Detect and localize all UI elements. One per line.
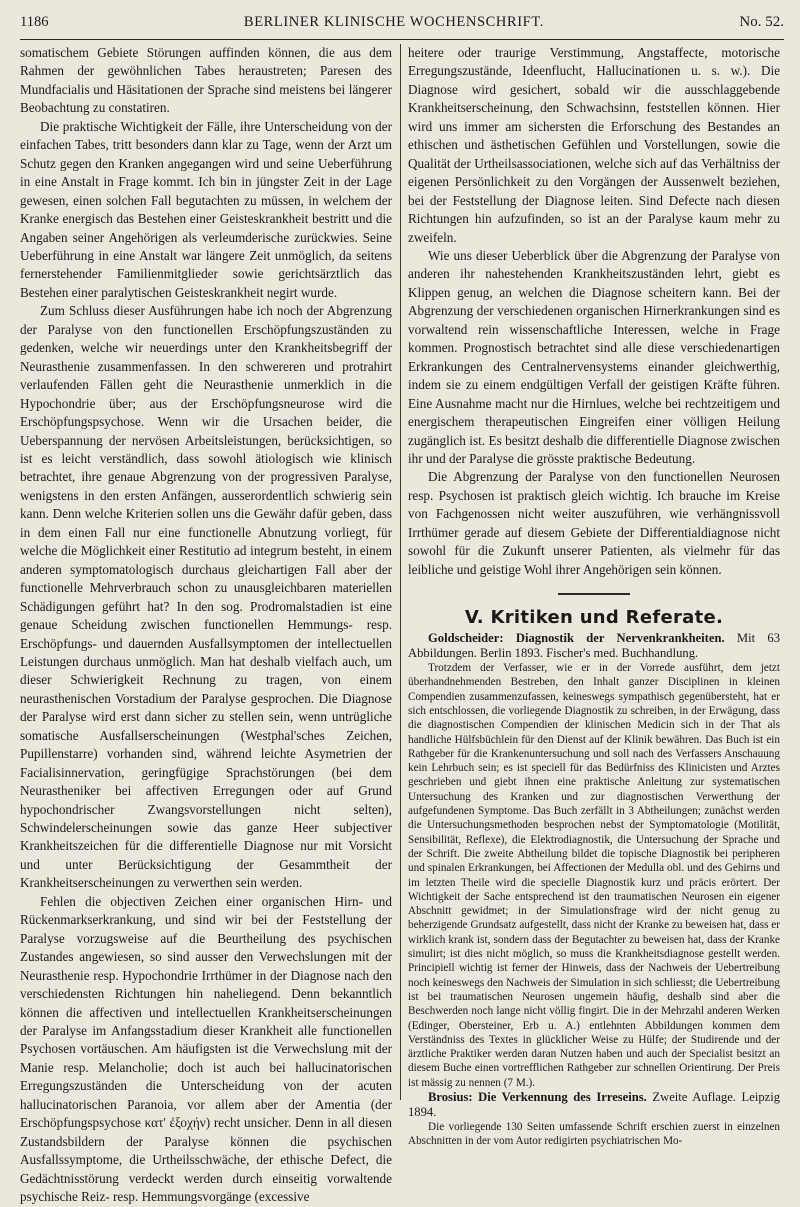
left-column xyxy=(20,44,392,1205)
review-body: Die vorliegende 130 Seiten umfassende Schrift erschien zuerst in einzelnen Abschnitten in der vom Autor redigirten psychiatrischen Mo- xyxy=(408,1121,780,1148)
review-book-title: Diagnostik der Nervenkrankheiten. xyxy=(515,631,725,646)
review-body: Trotzdem der Verfasser, wie er in der Vorrede ausführt, dem jetzt überhandnehmenden Bestreben, den Inhalt ganzer Disciplinen in kleinen Compendien zusammenzufassen, keineswegs sympathisch gegenübersteht, hat er sich entschlossen, die vorliegende Diagnostik zu schreiben, in der Erwägung, dass die diagnostischen Compendien der klinischen Medicin sich in der That als handliche Hülfsbüchlein für den Dienst auf der Klinik bewähren. Das Buch ist ein Rathgeber für die Krankenuntersuchung und soll nach des Verfassers Anschauung kein Lehrbuch sein; es ist speciell für das Bedürfniss des Klinicisten und Arztes geschrieben und giebt ihnen eine praktische Anleitung zur systematischen Untersuchung des Kranken und zur diagnostischen Verwerthung der aufgefundenen Symptome. Das Buch zerfällt in 3 Abtheilungen; zunächst werden die Untersuchungsmethoden besprochen nebst der Symptomatologie (Motilität, Sensibilität, Reflexe), die Elektrodiagnostik, die Untersuchung der Sprache und der Schrift. Die zweite Abtheilung bildet die topische Diagnostik bei peripheren und spinalen Erkrankungen, bei Affectionen der Medulla obl. und des Gehirns und im letzten Theile wird die specielle Diagnostik kurz und präcis erörtert. Der Wichtigkeit der Sache entsprechend ist den traumatischen Neurosen ein eigener Abschnitt gewidmet; in der Simulationsfrage wird der nicht genug zu beherzigende Grundsatz aufgestellt, dass nicht der Kranke zu beweisen hat, dass er wirklich krank ist, sondern dass der Begutachter zu beweisen hat, dass der Kranke simulirt; ist dies nicht möglich, so muss die Krankheitsdiagnose gestellt werden. Principiell wichtig ist ferner der Hinweis, dass der Nachweis der Uebertreibung noch keineswegs den Nachweis der Simulation in sich schliesst; die Uebertreibung ist bei traumatischen Neurosen ungemein häufig, deshalb sind aber die Beschwerden noch lange nicht völlig fingirt. Die in der Mehrzahl anderen Werken (Edinger, Obersteiner, Erb u. A.) entlehnten Abbildungen kommen dem Verständniss des Textes in glücklicher Weise zu Hülfe; der Studirende und der ärztliche Praktiker werden daran Nutzen haben und auch der Specialist besitzt an diesem Buche einen vortrefflichen Rathgeber zur schnellen Orientirung. Der Preis ist mässig zu nennen (7 M.). xyxy=(408,662,780,1089)
section-heading: V. Kritiken und Referate. xyxy=(464,606,724,628)
paragraph: Zum Schluss dieser Ausführungen habe ich noch der Abgrenzung der Paralyse von den functionellen Erschöpfungszuständen zu gedenken, welche wir neuerdings unter den Krankheitsbegriff der Neurasthenie zusammenfassen. In den schwereren und protrahirt verlaufenden Fällen geht die Neurasthenie unmerklich in die Hypochondrie über; aus der Erschöpfungsneurose wird die Erschöpfungspsychose. Wenn wir die Ursachen beider, die Ueberspannung der nervösen Arbeitsleistungen, berücksichtigen, so ist es leicht verständlich, dass sowohl ätiologisch wie klinisch betrachtet, ihre genaue Abgrenzung von der progressiven Paralyse, wenigstens in den ersten Anfängen, ausserordentlich schwierig sein kann. Denn welche Kriterien sollen uns die Gewähr dafür geben, dass in dem einen Fall nur eine functionelle Abnutzung vorliegt, für welche die Möglichkeit einer Restitutio ad integrum besteht, in einem anderen symptomatologisch durchaus gleichartigen Fall aber der functionelle Mehrverbrauch schon zu unausgleichbaren materiellen Schädigungen geführt hat? In den sog. Prodromalstadien ist eine genaue Scheidung zwischen functionellen Hemmungs- resp. Erschöpfungs- und dauernden Ausfallsymptomen der intellectuellen Leistungen durchaus unmöglich. Man hat deshalb vielfach auch, um dieser Schwierigkeit Rechnung zu tragen, von einem neurasthenischen Vorstadium der Paralyse gesprochen. Die Diagnose der Paralyse wird erst dann sicher zu stellen sein, wenn untrügliche somatische Ausfallserscheinungen (Westphal'sches Zeichen, Pupillenstarre) vorhanden sind, während leichte Asymetrien der Facialisinnervation, geringfügige Sprachstörungen (bei dem Neurastheniker bei affectiven Erregungen oder auf Grund hypochondrischer Zwangsvorstellungen nicht selten), Schwindelerscheinungen sowie das ganze Heer subjectiver Krankheitszeichen für die differentielle Diagnose nur mit Vorsicht und unter Berücksichtigung der Gesammtheit der Krankheitserscheinungen zu verwerthen sein werden. xyxy=(20,303,392,891)
journal-title: BERLINER KLINISCHE WOCHENSCHRIFT. xyxy=(243,14,544,30)
review-book-details: Zweite Auflage. Leipzig 1894. xyxy=(408,1090,780,1119)
section-rule xyxy=(558,593,630,595)
paragraph: Die Abgrenzung der Paralyse von den functionellen Neurosen resp. Psychosen ist praktisch gleich wichtig. Ich brauche im Kreise von Fachgenossen nicht weiter auszuführen, wie verhängnissvoll Irrthümer gerade auf diesem Gebiete der Differentialdiagnose nicht sowohl für die Zukunft unserer Patienten, als vielmehr für das leibliche und geistige Wohl ihrer Angehörigen sein können. xyxy=(408,469,780,577)
issue-number: No. 52. xyxy=(739,14,784,30)
review-citation xyxy=(408,631,780,661)
column-divider xyxy=(400,44,401,1100)
paragraph: Fehlen die objectiven Zeichen einer organischen Hirn- und Rückenmarkserkrankung, und sind wir bei der Feststellung der Paralyse vorzugsweise auf die Beurtheilung des psychischen Zustandes angewiesen, so sind ausser den Verwechslungen mit der Neurasthenie resp. Hypochondrie Irrthümer in der Diagnose nach den verschiedensten Richtungen hin naheliegend. Denn bekanntlich können die affectiven und intellectuellen Krankheitserscheinungen der Paralyse im Anfangsstadium dieser Krankheit alle functionellen Psychosen vortäuschen. Am häufigsten ist die Verwechslung mit der Manie resp. Melancholie; doch ist auch bei hallucinatorischen Erregungszuständen die Unterscheidung von der acuten hallucinatorischen Paranoia, vor allem aber der Amentia (der Erschöpfungspsychose κατ' ἐξοχήν) recht unsicher. Denn in all diesen Zustandsbildern der Paralyse können die psychischen Ausfallssymptome, die Urtheilsschwäche, der ethische Defect, die Gedächtnisstörung verdeckt werden durch einseitig vorwaltende psychische Reiz- resp. Hemmungsvorgänge (excessive xyxy=(20,893,392,1205)
review-book-title: Die Verkennung des Irreseins. xyxy=(478,1090,647,1104)
paragraph: Wie uns dieser Ueberblick über die Abgrenzung der Paralyse von anderen ihr nahestehenden Krankheitszuständen lehrt, giebt es Klippen genug, an welchen die Diagnose scheitern kann. Bei der Abgrenzung der verschiedenen organischen Hirnerkrankungen sind es vorwaltend rein wissenschaftliche Interessen, welche in Frage kommen. Prognostisch betrachtet sind alle diese verschiedenartigen Erkrankungen des Centralnervensystems einander gleichwerthig, indem sie zu einem endgültigen Verfall der geistigen Kräfte führen. Eine Ausnahme macht nur die Hirnlues, welche bei rechtzeitigem und energischem therapeutischen Eingreifen einer völligen Heilung zugänglich ist. Es besitzt deshalb die differentielle Diagnose zwischen ihr und der Paralyse die grösste praktische Bedeutung. xyxy=(408,247,780,466)
paragraph: somatischem Gebiete Störungen auffinden können, die aus dem Rahmen der gewöhnlichen Tabes heraustreten; Paresen des Mundfacialis und Häsitationen der Sprache sind meistens bei längerer Beobachtung zu constatiren. xyxy=(20,45,392,116)
paragraph: Die praktische Wichtigkeit der Fälle, ihre Unterscheidung von der einfachen Tabes, tritt besonders dann klar zu Tage, wenn der Arzt um Schutz gegen den Kranken angegangen wird und seine Ueberführung in eine Anstalt in Frage kommt. Ich bin in jüngster Zeit in der Lage gewesen, einen solchen Fall begutachten zu müssen, in welchem der Kranke energisch das Bestehen einer Geisteskrankheit bestritt und die Angaben seiner Angehörigen als verleumderische zurückwies. Seine Ueberführung in eine Anstalt war längere Zeit unmöglich, da seitens fernerstehender Familienmitglieder sowie gerichtsärztlich das Bestehen einer paralytischen Geisteskrankheit negirt wurde. xyxy=(20,118,392,300)
review-book-details: Mit 63 Abbildungen. Berlin 1893. Fischer's med. Buchhandlung. xyxy=(408,631,780,661)
page-number: 1186 xyxy=(20,14,49,30)
review-author: Goldscheider: xyxy=(428,631,504,646)
review-citation xyxy=(408,1090,780,1120)
paragraph: heitere oder traurige Verstimmung, Angstaffecte, motorische Erregungszustände, Ideenflucht, Hallucinationen u. s. w.). Die Diagnose wird gesichert, sobald wir die ausschlaggebende Krankheitserscheinung, den Schwachsinn, feststellen können. Hier wird uns immer am sichersten die Erforschung des Bestandes an ethischen und ästhetischen Gefühlen und Vorstellungen, sowie die Qualität der Urtheilsassociationen, welche sich auf das Verhältniss der eigenen Persönlichkeit zu den Vorgängen der Aussenwelt beziehen, bei der Feststellung der Diagnose leiten. Sind Defecte nach diesen Richtungen hin aufzufinden, so ist an der Paralyse kaum mehr zu zweifeln. xyxy=(408,45,780,245)
right-column xyxy=(408,44,780,1148)
page-header xyxy=(20,14,784,40)
review-author: Brosius: xyxy=(428,1090,473,1104)
